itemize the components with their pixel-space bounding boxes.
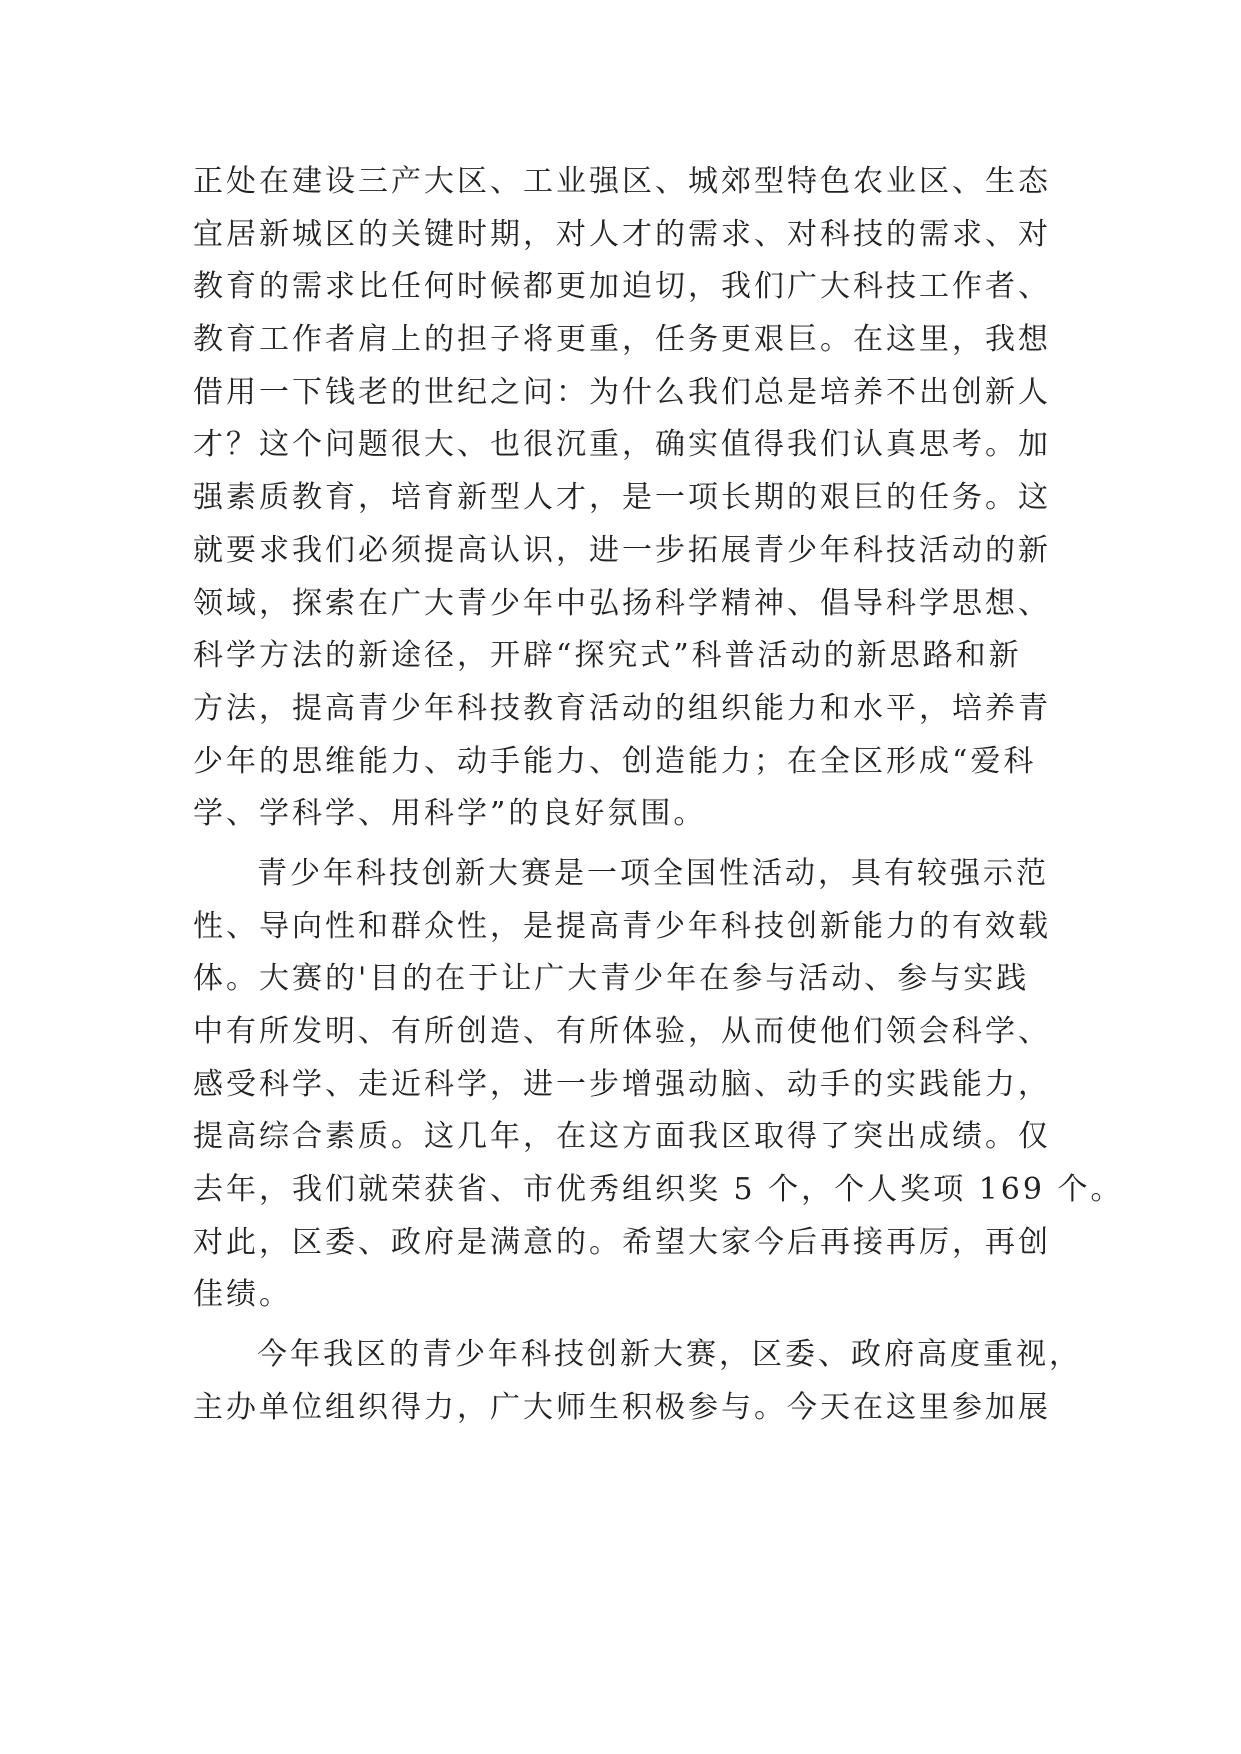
text-line: 少年的思维能力、动手能力、创造能力；在全区形成“爱科 bbox=[193, 743, 1037, 779]
text-line: 主办单位组织得力，广大师生积极参与。今天在这里参加展 bbox=[193, 1389, 1051, 1425]
text-line: 感受科学、走近科学，进一步增强动脑、动手的实践能力， bbox=[193, 1066, 1051, 1102]
document-body bbox=[193, 156, 1124, 1435]
text-line: 强素质教育，培育新型人才，是一项长期的艰巨的任务。这 bbox=[193, 480, 1051, 516]
paragraph-3 bbox=[193, 1329, 1082, 1434]
text-line: 就要求我们必须提高认识，进一步拓展青少年科技活动的新 bbox=[193, 532, 1051, 568]
text-line: 性、导向性和群众性，是提高青少年科技创新能力的有效载 bbox=[193, 908, 1051, 944]
text-line: 宜居新城区的关键时期，对人才的需求、对科技的需求、对 bbox=[193, 216, 1051, 252]
text-line: 方法，提高青少年科技教育活动的组织能力和水平，培养青 bbox=[193, 690, 1051, 726]
text-line: 才？这个问题很大、也很沉重，确实值得我们认真思考。加 bbox=[193, 427, 1051, 463]
text-line: 借用一下钱老的世纪之问：为什么我们总是培养不出创新人 bbox=[193, 374, 1051, 410]
text-line: 学、学科学、用科学”的良好氛围。 bbox=[193, 796, 707, 832]
text-line: 对此，区委、政府是满意的。希望大家今后再接再厉，再创 bbox=[193, 1224, 1051, 1260]
text-line: 青少年科技创新大赛是一项全国性活动，具有较强示范 bbox=[257, 855, 1049, 891]
text-line: 教育工作者肩上的担子将更重，任务更艰巨。在这里，我想 bbox=[193, 322, 1051, 358]
paragraph-1 bbox=[193, 156, 1063, 841]
text-line: 中有所发明、有所创造、有所体验，从而使他们领会科学、 bbox=[193, 1014, 1051, 1049]
text-line: 体。大赛的'目的在于让广大青少年在参与活动、参与实践 bbox=[193, 961, 1030, 997]
text-line: 领域，探索在广大青少年中弘扬科学精神、倡导科学思想、 bbox=[193, 585, 1051, 621]
paragraph-2 bbox=[193, 848, 1124, 1322]
text-line: 正处在建设三产大区、工业强区、城郊型特色农业区、生态 bbox=[193, 164, 1051, 199]
text-line: 提高综合素质。这几年，在这方面我区取得了突出成绩。仅 bbox=[193, 1119, 1051, 1155]
text-line: 佳绩。 bbox=[193, 1277, 292, 1313]
text-line: 科学方法的新途径，开辟“探究式”科普活动的新思路和新 bbox=[193, 638, 1022, 674]
text-line: 去年，我们就荣获省、市优秀组织奖 5 个，个人奖项 169 个。 bbox=[193, 1172, 1124, 1208]
text-line: 教育的需求比任何时候都更加迫切，我们广大科技工作者、 bbox=[193, 269, 1051, 305]
text-line: 今年我区的青少年科技创新大赛，区委、政府高度重视， bbox=[257, 1337, 1082, 1373]
